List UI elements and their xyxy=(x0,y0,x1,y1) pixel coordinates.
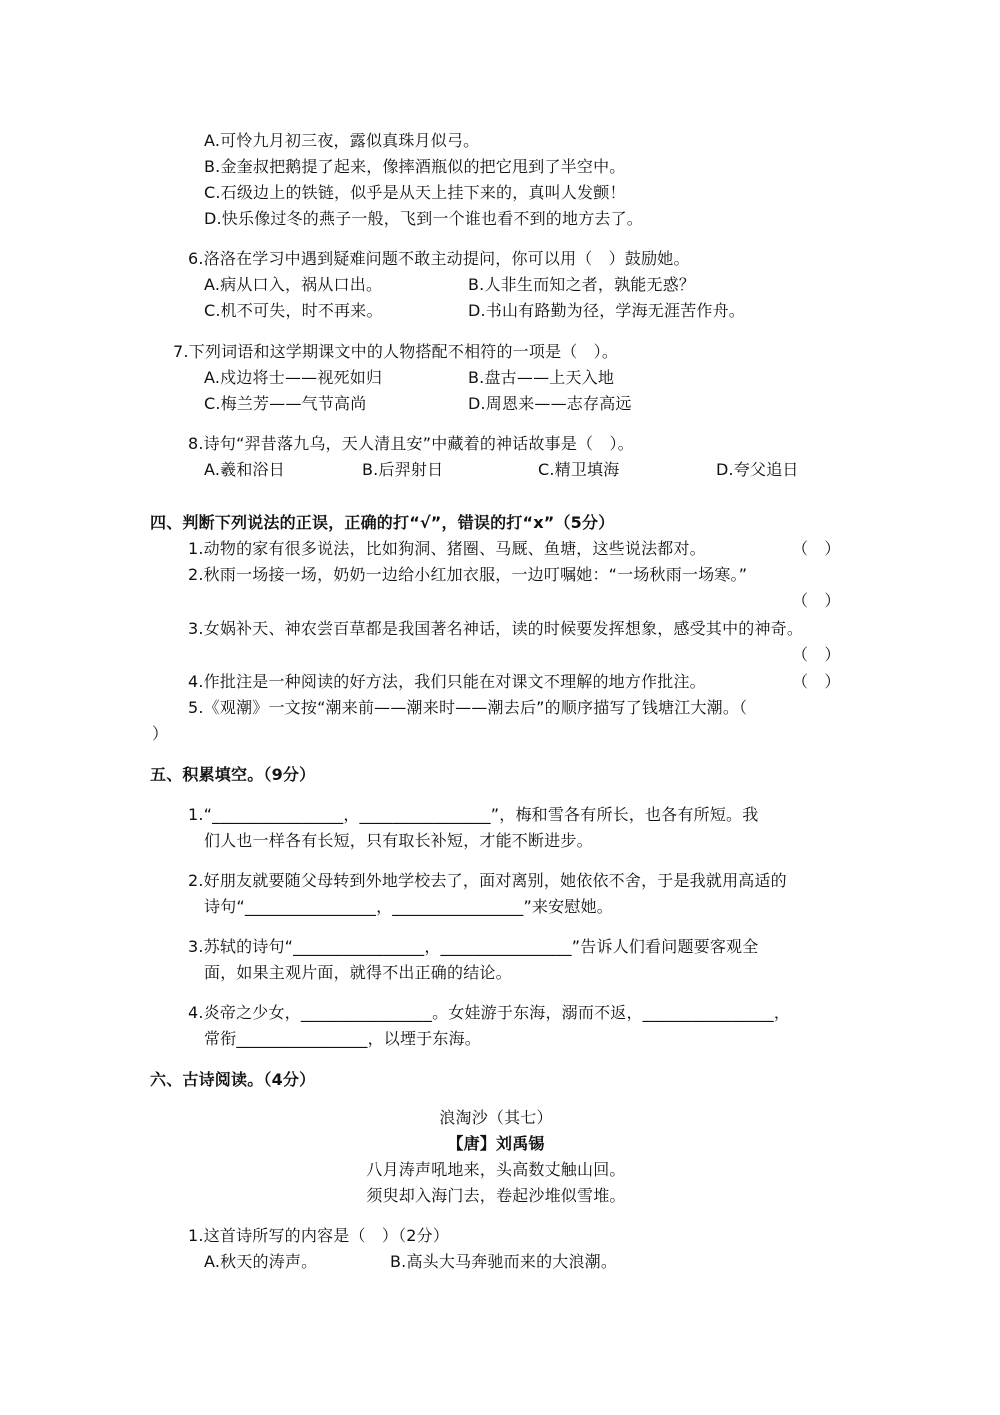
q7-option-b: B.盘古——上天入地 xyxy=(468,368,615,387)
q6-stem: 6.洛洛在学习中遇到疑难问题不敢主动提问，你可以用（ ）鼓励她。 xyxy=(188,249,690,268)
fill-q1-line2: 们人也一样各有长短，只有取长补短，才能不断进步。 xyxy=(204,831,593,850)
section4-heading: 四、判断下列说法的正误，正确的打“√”，错误的打“x”（5分） xyxy=(150,513,615,532)
section4-item-5-close: ） xyxy=(152,724,169,743)
answer-paren-4[interactable]: （ ） xyxy=(792,672,841,691)
q6-option-b: B.人非生而知之者，孰能无惑？ xyxy=(468,275,696,294)
section4-item-5: 5.《观潮》一文按“潮来前——潮来时——潮去后”的顺序描写了钱塘江大潮。（ xyxy=(188,698,748,717)
q6-option-a: A.病从口入，祸从口出。 xyxy=(204,275,383,294)
q5-option-d: D.快乐像过冬的燕子一般，飞到一个谁也看不到的地方去了。 xyxy=(204,209,644,228)
fill-q1-line1[interactable]: 1.“________________，________________”，梅和雪各有所长，也各有所短。我 xyxy=(188,805,759,824)
q6-option-d: D.书山有路勤为径，学海无涯苦作舟。 xyxy=(468,301,746,320)
answer-paren-3[interactable]: （ ） xyxy=(792,645,841,664)
q7-option-d: D.周恩来——志存高远 xyxy=(468,394,632,413)
fill-q4-line1[interactable]: 4.炎帝之少女，________________。女娃游于东海，溺而不返，________________， xyxy=(188,1003,791,1022)
q8-option-d: D.夸父追日 xyxy=(716,460,799,479)
section6-heading: 六、古诗阅读。（4分） xyxy=(150,1070,316,1089)
fill-q3-line1[interactable]: 3.苏轼的诗句“________________，________________”告诉人们看问题要客观全 xyxy=(188,937,759,956)
fill-q2-line2[interactable]: 诗句“________________，________________”来安慰她。 xyxy=(204,897,613,916)
s6-q1-option-a: A.秋天的涛声。 xyxy=(204,1252,318,1271)
q5-option-b: B.金奎叔把鹅提了起来，像摔酒瓶似的把它甩到了半空中。 xyxy=(204,157,626,176)
fill-q3-line2: 面，如果主观片面，就得不出正确的结论。 xyxy=(204,963,512,982)
q5-option-a: A.可怜九月初三夜，露似真珠月似弓。 xyxy=(204,131,480,150)
q6-option-c: C.机不可失，时不再来。 xyxy=(204,301,383,320)
fill-q4-line2[interactable]: 常衔________________，以堙于东海。 xyxy=(204,1029,482,1048)
section4-item-1: 1.动物的家有很多说法，比如狗洞、猪圈、马厩、鱼塘，这些说法都对。 xyxy=(188,539,706,558)
poem-line-1: 八月涛声吼地来，头高数丈触山回。 xyxy=(366,1160,626,1179)
q7-option-c: C.梅兰芳——气节高尚 xyxy=(204,394,367,413)
q7-option-a: A.戍边将士——视死如归 xyxy=(204,368,383,387)
poem-title: 浪淘沙（其七） xyxy=(439,1108,553,1127)
section4-item-3: 3.女娲补天、神农尝百草都是我国著名神话，读的时候要发挥想象，感受其中的神奇。 xyxy=(188,619,804,638)
poem-author: 【唐】刘禹锡 xyxy=(447,1134,545,1153)
q8-option-a: A.羲和浴日 xyxy=(204,460,285,479)
s6-q1-stem: 1.这首诗所写的内容是（ ）（2分） xyxy=(188,1226,450,1245)
q5-option-c: C.石级边上的铁链，似乎是从天上挂下来的，真叫人发颤！ xyxy=(204,183,626,202)
q8-stem: 8.诗句“羿昔落九乌，天人清且安”中藏着的神话故事是（ ）。 xyxy=(188,434,634,453)
answer-paren-2[interactable]: （ ） xyxy=(792,591,841,610)
q8-option-c: C.精卫填海 xyxy=(538,460,620,479)
q8-option-b: B.后羿射日 xyxy=(362,460,444,479)
s6-q1-option-b: B.高头大马奔驰而来的大浪潮。 xyxy=(390,1252,618,1271)
section5-heading: 五、积累填空。（9分） xyxy=(150,765,316,784)
section4-item-4: 4.作批注是一种阅读的好方法，我们只能在对课文不理解的地方作批注。 xyxy=(188,672,706,691)
q7-stem: 7.下列词语和这学期课文中的人物搭配不相符的一项是（ ）。 xyxy=(173,342,619,361)
section4-item-2: 2.秋雨一场接一场，奶奶一边给小红加衣服，一边叮嘱她：“一场秋雨一场寒。” xyxy=(188,565,748,584)
poem-line-2: 须臾却入海门去，卷起沙堆似雪堆。 xyxy=(366,1186,626,1205)
fill-q2-line1: 2.好朋友就要随父母转到外地学校去了，面对离别，她依依不舍，于是我就用高适的 xyxy=(188,871,787,890)
answer-paren-1[interactable]: （ ） xyxy=(792,539,841,558)
